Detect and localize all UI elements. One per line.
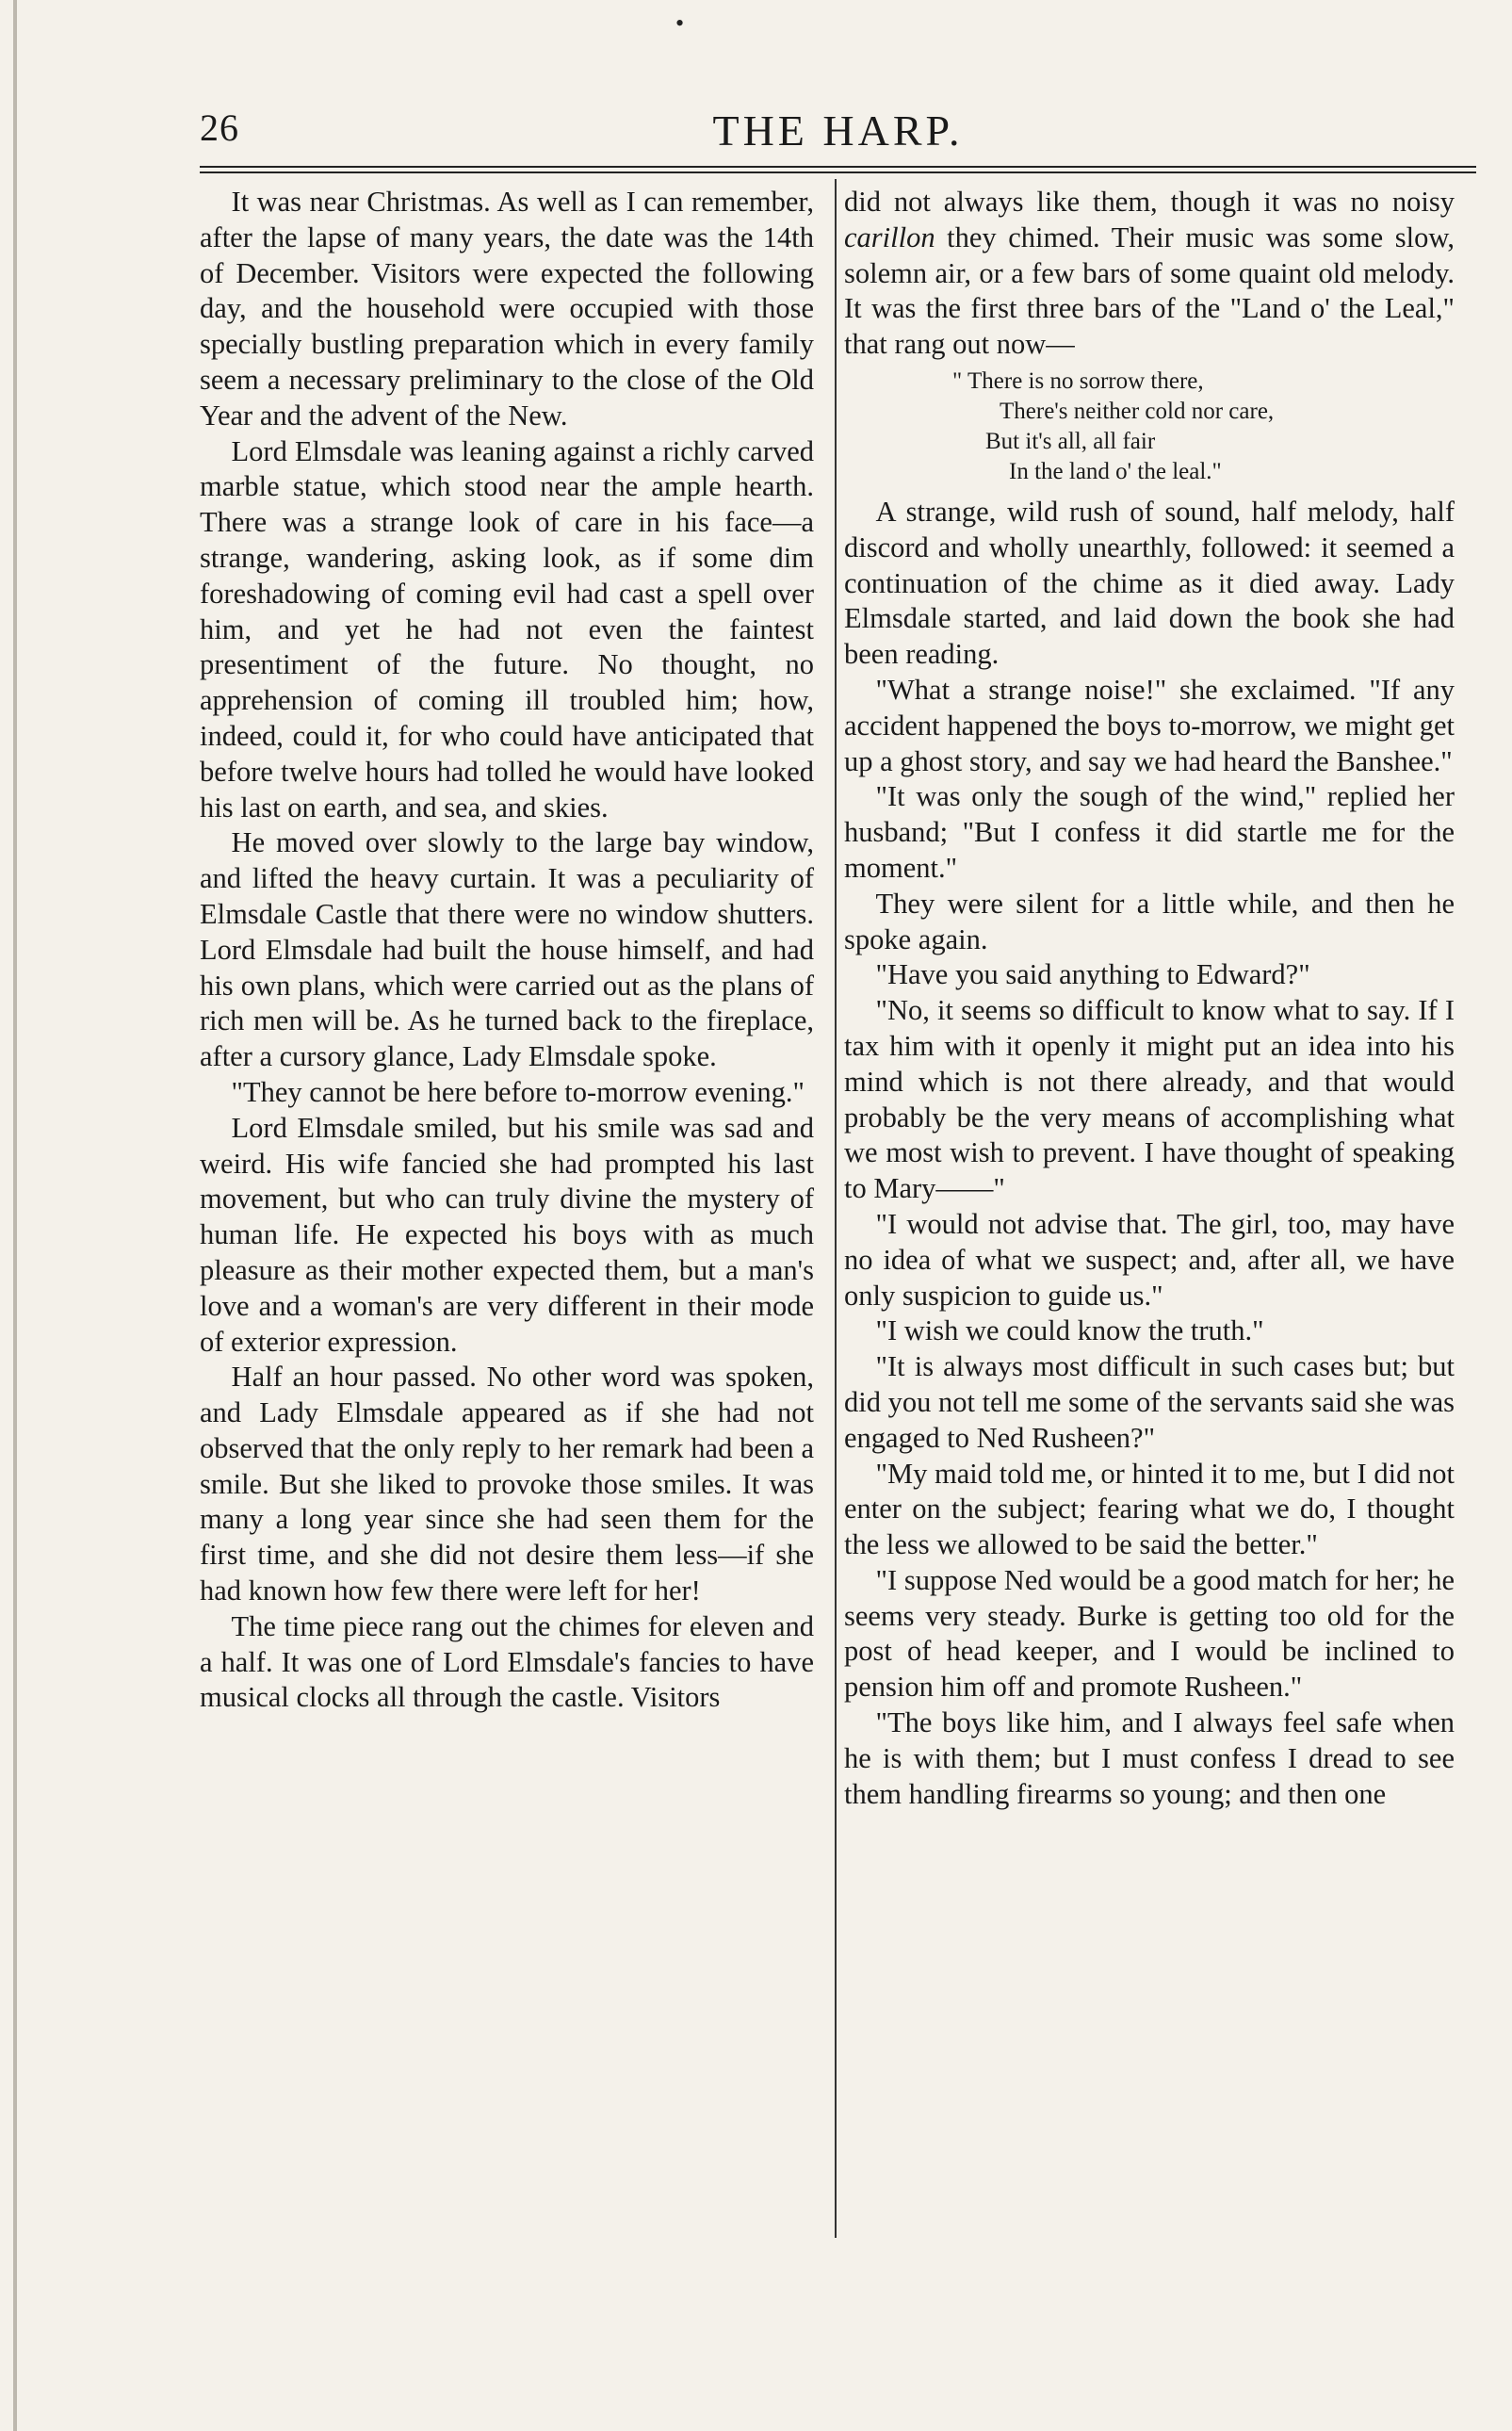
paragraph-continued [844, 185, 1455, 363]
paragraph: It was near Christmas. As well as I can remember, after the lapse of many years, the date was the 14th of December. Visitors were expected the following day, and the household were occupied with those specially bustling preparation which in every family seem a necessary preliminary to the close of the Old Year and the advent of the New. [200, 186, 814, 432]
page-header [200, 106, 1476, 162]
page-title: THE HARP. [712, 106, 964, 155]
header-rule-top [200, 166, 1476, 168]
paragraph: He moved over slowly to the large bay window, and lifted the heavy curtain. It was a peculiarity of Elmsdale Castle that there were no window shutters. Lord Elmsdale had built the house himself, and had his own plans, which were carried out as the plans of rich men will be. As he turned back to the fireplace, after a cursory glance, Lady Elmsdale spoke. [200, 826, 814, 1073]
right-column [844, 185, 1455, 1812]
paragraph: "I would not advise that. The girl, too, may have no idea of what we suspect; and, after all, we have only suspicion to guide us." [844, 1207, 1455, 1312]
page-number: 26 [200, 106, 239, 149]
paragraph: "No, it seems so difficult to know what to say. If I tax him with it openly it might put an idea into his mind which is not there already, and that would probably be the very means of accomplishing what we most wish to prevent. I have thought of speaking to Mary——" [844, 994, 1455, 1205]
page-edge-rule [13, 0, 17, 2431]
paragraph: Half an hour passed. No other word was spoken, and Lady Elmsdale appeared as if she had not observed that the only reply to her remark had been a smile. But she liked to provoke those smiles. It was many a long year since she had seen them for the first time, and she did not desire them less—if she had known how few there were left for her! [200, 1361, 814, 1607]
paragraph: "My maid told me, or hinted it to me, but I did not enter on the subject; fearing what we do, I thought the less we allowed to be said the better." [844, 1457, 1455, 1561]
verse-quote [844, 367, 1455, 487]
paragraph: "I wish we could know the truth." [875, 1314, 1264, 1347]
paragraph: "The boys like him, and I always feel safe when he is with them; but I must confess I dread to see them handling firearms so young; and then one [844, 1706, 1455, 1810]
paragraph: Lord Elmsdale was leaning against a richly carved marble statue, which stood near the ample hearth. There was a strange look of care in his face—a strange, wandering, asking look, as if some dim foreshadowing of coming evil had cast a spell over him, and yet he had not even the faintest presentiment of the future. No thought, no apprehension of coming ill troubled him; how, indeed, could it, for who could have anticipated that before twelve hours had tolled he would have looked his last on earth, and sea, and skies. [200, 434, 814, 824]
ink-speck: • [675, 9, 685, 37]
verse-line: There's neither cold nor care, [1000, 398, 1275, 424]
paragraph: "Have you said anything to Edward?" [875, 958, 1310, 991]
left-column [200, 185, 814, 1716]
paragraph: The time piece rang out the chimes for eleven and a half. It was one of Lord Elmsdale's fancies to have musical clocks all through the castle. Visitors [200, 1609, 814, 1714]
paragraph: A strange, wild rush of sound, half melody, half discord and wholly unearthly, followed: it seemed a continuation of the chime as it died away. Lady Elmsdale started, and laid down the book she had been reading. [844, 495, 1455, 671]
paragraph: "What a strange noise!" she exclaimed. "If any accident happened the boys to-morrow, we might get up a ghost story, and say we had heard the Banshee." [844, 673, 1455, 777]
verse-line: " There is no sorrow there, [952, 367, 1204, 394]
paragraph: "It is always most difficult in such cases but; but did you not tell me some of the servants said she was engaged to Ned Rusheen?" [844, 1350, 1455, 1454]
verse-line: In the land o' the leal." [1009, 458, 1222, 484]
header-rule-bottom [200, 171, 1476, 173]
column-divider [835, 179, 837, 2238]
text-run: did not always like them, though it was no noisy [844, 186, 1455, 218]
paragraph: "They cannot be here before to-morrow evening." [231, 1075, 805, 1108]
paragraph: They were silent for a little while, and then he spoke again. [844, 887, 1455, 955]
verse-line: But it's all, all fair [985, 428, 1156, 454]
text-run: they chimed. Their music was some slow, solemn air, or a few bars of some quaint old melody. It was the first three bars of the "Land o' the Leal," that rang out now— [844, 220, 1455, 361]
paragraph: "It was only the sough of the wind," replied her husband; "But I confess it did startle me for the moment." [844, 780, 1455, 884]
paragraph: Lord Elmsdale smiled, but his smile was sad and weird. His wife fancied she had prompted his last movement, but who can truly divine the mystery of human life. He expected his boys with as much pleasure as their mother expected them, but a man's love and a woman's are very different in their mode of exterior expression. [200, 1111, 814, 1358]
paragraph: "I suppose Ned would be a good match for her; he seems very steady. Burke is getting too old for the post of head keeper, and I would be inclined to pension him off and promote Rusheen." [844, 1563, 1455, 1704]
italic-word: carillon [844, 220, 935, 253]
